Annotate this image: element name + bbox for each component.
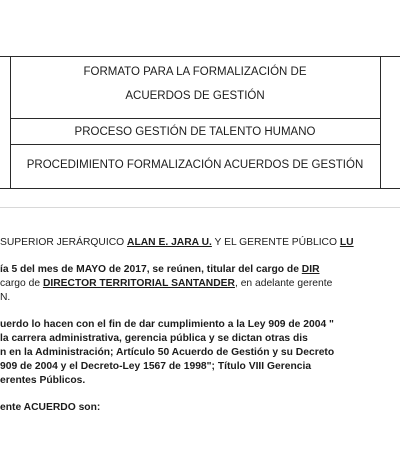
paragraph-date-line2	[0, 277, 400, 291]
header-title-cell	[10, 56, 380, 118]
text-run: cargo de	[0, 278, 43, 289]
text-run: 909 de 2004 y el Decreto-Ley 1567 de 1998"; Título VIII Gerencia	[0, 361, 312, 372]
text-run: uerdo lo hacen con el fin de dar cumplimiento a la Ley 909 de 2004 "	[0, 319, 334, 330]
paragraph-objectives	[0, 401, 400, 415]
paragraph-parties	[0, 236, 400, 250]
text-run: , en adelante gerente	[234, 278, 333, 289]
header-table-border	[380, 56, 381, 188]
text-run: la carrera administrativa, gerencia pública y se dictan otras dis	[0, 333, 308, 344]
header-process: PROCESO GESTIÓN DE TALENTO HUMANO	[74, 126, 316, 138]
text-run: SUPERIOR JERÁRQUICO	[0, 237, 128, 248]
superior-name: ALAN E. JARA U.	[127, 237, 212, 248]
header-title-line1: FORMATO PARA LA FORMALIZACIÓN DE	[83, 66, 307, 78]
paragraph-law-line5	[0, 374, 400, 388]
divider	[0, 207, 400, 208]
paragraph-law-line2	[0, 332, 400, 346]
text-run: n en la Administración; Artículo 50 Acuerdo de Gestión y su Decreto	[0, 347, 335, 358]
header-table-border	[381, 56, 400, 57]
text-run: erentes Públicos.	[0, 375, 86, 386]
director-title: DIRECTOR TERRITORIAL SANTANDER	[42, 278, 235, 289]
text-run: ía 5 del mes de MAYO de 2017, se reúnen, titular del cargo de	[0, 264, 302, 275]
header-table-border	[0, 188, 381, 189]
text-run: ente ACUERDO son:	[0, 402, 101, 413]
paragraph-date-line1	[0, 263, 400, 277]
header-title-line2: ACUERDOS DE GESTIÓN	[125, 90, 265, 102]
paragraph-law-line4	[0, 360, 400, 374]
paragraph-law-line3	[0, 346, 400, 360]
cargo-fragment: DIR	[301, 264, 320, 275]
header-procedure: PROCEDIMIENTO FORMALIZACIÓN ACUERDOS DE GESTIÓN	[26, 159, 364, 171]
header-process-cell	[10, 118, 380, 144]
header-procedure-cell	[10, 144, 380, 188]
header-table-border	[381, 188, 400, 189]
manager-name-fragment: LU	[339, 237, 354, 248]
text-run: N.	[0, 292, 11, 303]
paragraph-date-line3	[0, 291, 400, 305]
paragraph-law-line1	[0, 318, 400, 332]
text-run: Y EL GERENTE PÚBLICO	[211, 237, 340, 248]
header-table-border	[0, 56, 10, 189]
